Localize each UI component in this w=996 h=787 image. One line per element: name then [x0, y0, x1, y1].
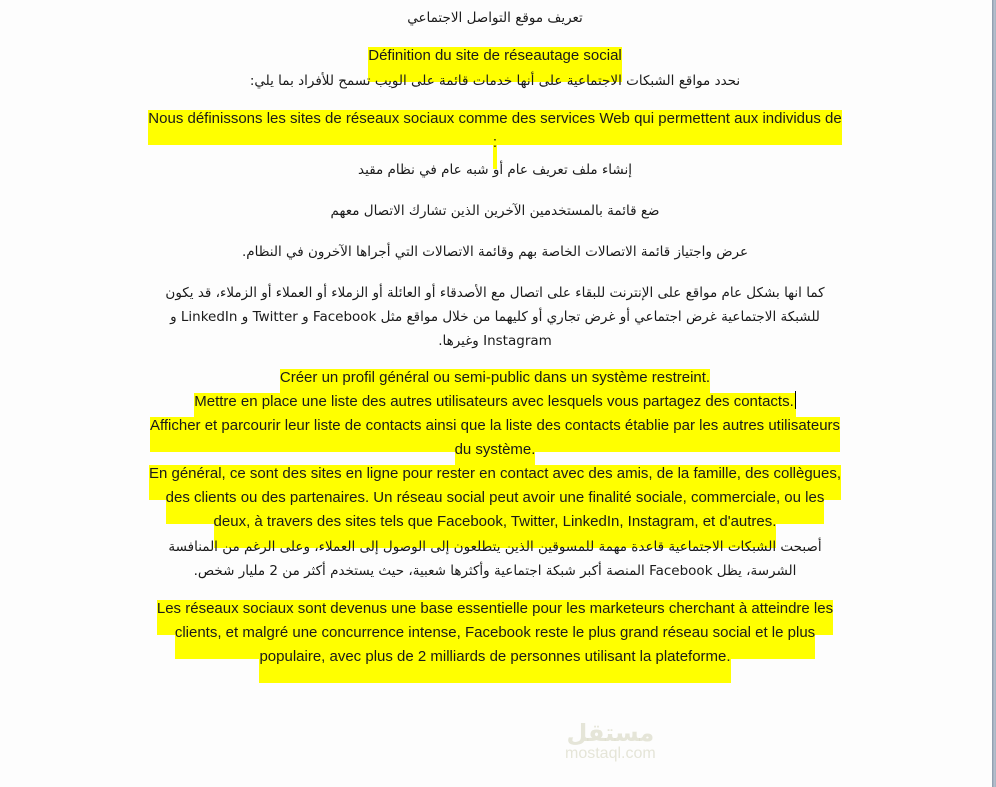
paragraph-text: إنشاء ملف تعريف عام أو شبه عام في نظام مقيد [358, 162, 632, 178]
paragraph-text: عرض واجتياز قائمة الاتصالات الخاصة بهم وقائمة الاتصالات التي أجراها الآخرون في النظام. [241, 244, 749, 260]
highlighted-text: Définition du site de réseautage social [368, 47, 622, 82]
document-body[interactable] [147, 6, 843, 669]
arabic-title [147, 6, 843, 31]
french-item-1 [147, 366, 843, 390]
paragraph-text: Mettre en place une liste des autres utilisateurs avec lesquels vous partagez des contacts. [194, 393, 794, 410]
paragraph-text: ضع قائمة بالمستخدمين الآخرين الذين تشارك الاتصال معهم [330, 203, 660, 219]
french-intro [147, 107, 843, 155]
arabic-item-1 [147, 158, 843, 183]
french-general [147, 462, 843, 534]
watermark-latin: mostaql.com [565, 745, 656, 762]
vertical-scrollbar[interactable] [992, 0, 996, 787]
highlighted-text: Nous définissons les sites de réseaux sociaux comme des services Web qui permettent aux individus de : [148, 110, 841, 169]
watermark-arabic: مستقل [566, 719, 655, 747]
highlighted-text: Les réseaux sociaux sont devenus une base essentielle pour les marketeurs cherchant à atteindre les clients, et malgré une concurrence intense, Facebook reste le plus grand réseau social et le plus populaire, avec plus de 2 milliards de personnes utilisant la plateforme. [157, 600, 833, 683]
arabic-item-3 [147, 240, 843, 265]
paragraph-text: تعريف موقع التواصل الاجتماعي [407, 10, 583, 26]
highlighted-text: Créer un profil général ou semi-public dans un système restreint. [280, 369, 710, 404]
french-title [147, 44, 843, 68]
highlighted-text: Afficher et parcourir leur liste de contacts ainsi que la liste des contacts établie par les autres utilisateurs du système. [150, 417, 840, 476]
text-caret [795, 391, 796, 409]
paragraph-text: أصبحت الشبكات الاجتماعية قاعدة مهمة للمسوقين الذين يتطلعون إلى الوصول إلى العملاء، وعلى الرغم من المنافسة الشرسة، يظل Facebook المنصة أكبر شبكة اجتماعية وأكثرها شعبية، حيث يستخدم أكثر من 2 مليار شخص. [168, 539, 822, 579]
french-item-3 [147, 414, 843, 462]
arabic-intro [147, 69, 843, 94]
french-marketers [147, 597, 843, 669]
arabic-marketers [147, 535, 843, 583]
highlighted-text: En général, ce sont des sites en ligne pour rester en contact avec des amis, de la famille, des collègues, des clients ou des partenaires. Un réseau social peut avoir une finalité sociale, commerciale, ou les deux, à travers des sites tels que Facebook, Twitter, LinkedIn, Instagram, et d'autres. [149, 465, 841, 548]
arabic-general [147, 281, 843, 353]
paragraph-text: نحدد مواقع الشبكات الاجتماعية على أنها خدمات قائمة على الويب تسمح للأفراد بما يلي: [249, 73, 741, 89]
french-item-2 [147, 390, 843, 414]
arabic-item-2 [147, 199, 843, 224]
paragraph-text: كما انها بشكل عام مواقع على الإنترنت للبقاء على اتصال مع الأصدقاء أو العائلة أو الزملاء أو العملاء أو الزملاء، قد يكون للشبكة الاجتماعية غرض اجتماعي أو غرض تجاري أو كليهما من خلال مواقع مثل Facebook و Twitter و LinkedIn و Instagram وغيرها. [165, 285, 825, 349]
watermark [565, 720, 656, 762]
